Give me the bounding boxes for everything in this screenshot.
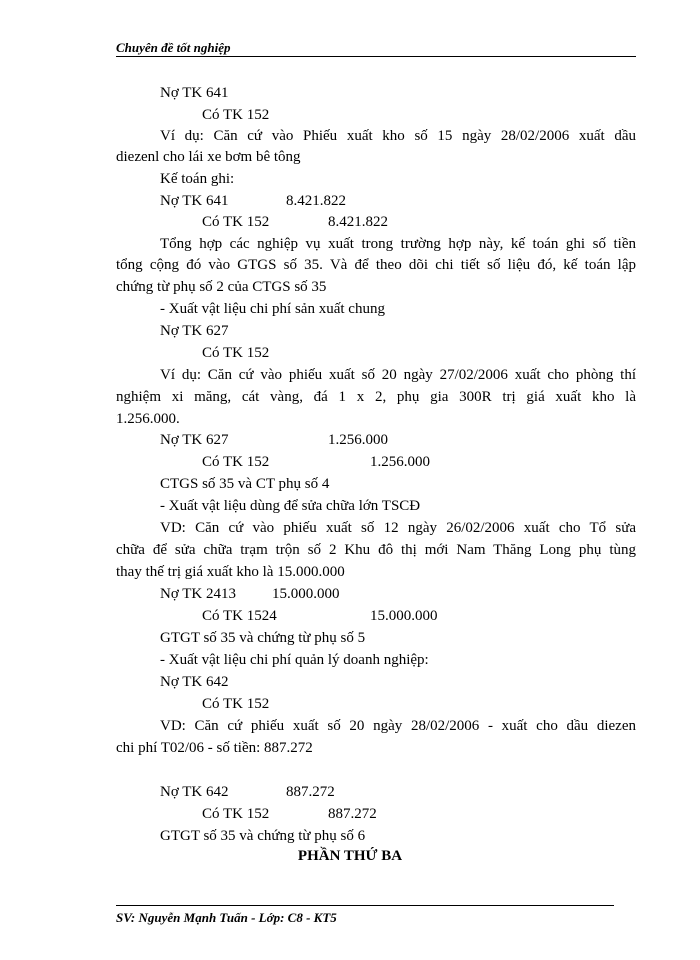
entry-debit-642: [160, 783, 335, 801]
entry-account: Nợ TK 642: [160, 784, 229, 800]
accountant-records-label: Kế toán ghi:: [160, 171, 235, 187]
para-summary-line1: Tổng hợp các nghiệp vụ xuất trong trường hợp này, kế toán ghi số tiền: [160, 236, 636, 252]
page-footer: SV: Nguyễn Mạnh Tuấn - Lớp: C8 - KT5: [116, 910, 337, 925]
footer-divider: [116, 905, 614, 906]
entry-account: Có TK 152: [202, 454, 270, 470]
entry-account: Nợ TK 627: [160, 432, 229, 448]
bullet-admin-expense: - Xuất vật liệu chi phí quản lý doanh nghiệp:: [160, 652, 429, 668]
para-example2-line3: 1.256.000.: [116, 411, 180, 427]
entry-debit-627: [160, 431, 388, 449]
para-example4-line2: chi phí T02/06 - số tiền: 887.272: [116, 740, 313, 756]
section-title: PHẦN THỨ BA: [297, 848, 403, 864]
entry-credit-1524: [202, 607, 438, 625]
ctgs-note: CTGS số 35 và CT phụ số 4: [160, 476, 330, 492]
credit-tk152: Có TK 152: [202, 696, 270, 712]
debit-tk641: Nợ TK 641: [160, 85, 229, 101]
entry-amount: 8.421.822: [286, 193, 346, 209]
entry-account: Nợ TK 641: [160, 193, 229, 209]
para-example1-line2: diezenl cho lái xe bơm bê tông: [116, 149, 301, 165]
entry-amount: 887.272: [286, 784, 335, 800]
entry-account: Có TK 152: [202, 806, 270, 822]
entry-amount: 887.272: [328, 806, 377, 822]
bullet-major-repair: - Xuất vật liệu dùng để sửa chữa lớn TSCĐ: [160, 498, 421, 514]
credit-tk152: Có TK 152: [202, 107, 270, 123]
entry-debit-2413: [160, 585, 340, 603]
entry-account: Có TK 1524: [202, 608, 277, 624]
para-example3-line1: VD: Căn cứ vào phiếu xuất số 12 ngày 26/02/2006 xuất cho Tổ sửa: [160, 520, 636, 536]
debit-tk642: Nợ TK 642: [160, 674, 229, 690]
para-example4-line1: VD: Căn cứ phiếu xuất số 20 ngày 28/02/2006 - xuất cho dầu diezen: [160, 718, 636, 734]
entry-credit-152: [202, 213, 388, 231]
debit-tk627: Nợ TK 627: [160, 323, 229, 339]
para-example2-line2: nghiệm xi măng, cát vàng, đá 1 x 2, phụ gia 300R trị giá xuất kho là: [116, 389, 636, 405]
entry-amount: 8.421.822: [328, 214, 388, 230]
entry-amount: 1.256.000: [370, 454, 430, 470]
header-divider: [116, 56, 636, 57]
para-example2-line1: Ví dụ: Căn cứ vào phiếu xuất số 20 ngày 27/02/2006 xuất cho phòng thí: [160, 367, 636, 383]
entry-account: Nợ TK 2413: [160, 586, 236, 602]
page-header-title: Chuyên đề tốt nghiệp: [116, 40, 231, 55]
entry-credit-152: [202, 805, 377, 823]
para-summary-line2: tổng cộng đó vào GTGS số 35. Và để theo dõi chi tiết số liệu đó, kế toán lập: [116, 257, 636, 273]
entry-account: Có TK 152: [202, 214, 270, 230]
gtgt-note-5: GTGT số 35 và chứng từ phụ số 5: [160, 630, 366, 646]
credit-tk152: Có TK 152: [202, 345, 270, 361]
gtgt-note-6: GTGT số 35 và chứng từ phụ số 6: [160, 828, 366, 844]
entry-amount: 15.000.000: [272, 586, 340, 602]
bullet-general-production: - Xuất vật liệu chi phí sản xuất chung: [160, 301, 385, 317]
para-example1-line1: Ví dụ: Căn cứ vào Phiếu xuất kho số 15 ngày 28/02/2006 xuất dầu: [160, 128, 636, 144]
para-summary-line3: chứng từ phụ số 2 của CTGS số 35: [116, 279, 327, 295]
para-example3-line3: thay thế trị giá xuất kho là 15.000.000: [116, 564, 345, 580]
para-example3-line2: chữa để sửa chữa trạm trộn số 2 Khu đô thị mới Nam Thăng Long phụ tùng: [116, 542, 636, 558]
entry-credit-152: [202, 453, 430, 471]
entry-amount: 1.256.000: [328, 432, 388, 448]
entry-debit-641: [160, 192, 346, 210]
entry-amount: 15.000.000: [370, 608, 438, 624]
